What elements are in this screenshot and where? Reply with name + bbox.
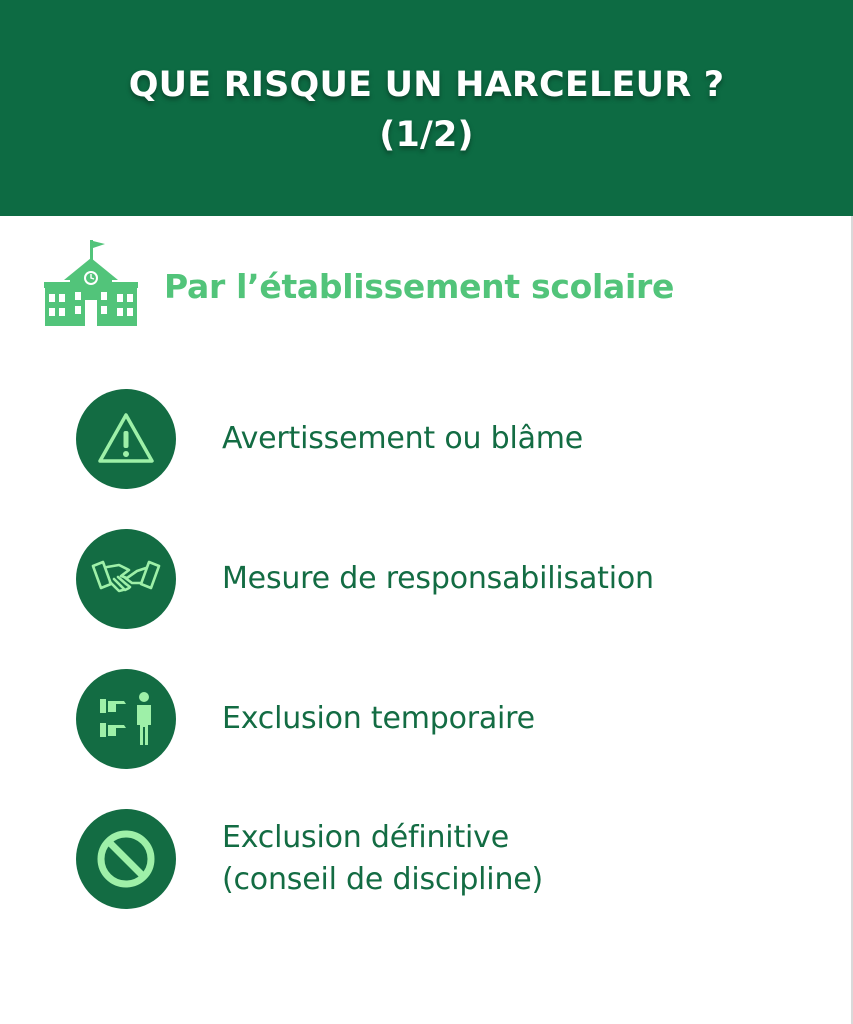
icon-circle	[76, 809, 176, 909]
list-item-text	[222, 558, 654, 600]
school-building-icon	[44, 238, 138, 328]
list-item-text	[222, 817, 543, 901]
list-item-label: Exclusion temporaire	[222, 701, 535, 736]
section-heading	[44, 238, 674, 328]
page-header	[0, 0, 853, 216]
icon-circle	[76, 389, 176, 489]
list-item-label: Avertissement ou blâme	[222, 421, 584, 456]
handshake-icon	[91, 554, 161, 604]
section-title: Par l’établissement scolaire	[164, 266, 675, 306]
list-item-temporary-exclusion	[76, 669, 776, 769]
list-item-warning	[76, 389, 776, 489]
page-title-line-1: QUE RISQUE UN HARCELEUR ?	[128, 65, 725, 105]
icon-circle	[76, 529, 176, 629]
list-item-text	[222, 418, 583, 460]
warning-triangle-icon	[94, 407, 158, 471]
pointing-hands-person-icon	[94, 689, 158, 749]
list-item-sublabel: (conseil de discipline)	[222, 862, 544, 897]
list-item-text	[222, 698, 535, 740]
list-item-permanent-exclusion	[76, 809, 776, 909]
list-item-responsibility	[76, 529, 776, 629]
icon-circle	[76, 669, 176, 769]
list-item-label: Exclusion définitive	[222, 820, 509, 855]
page-title-line-2: (1/2)	[379, 115, 474, 155]
prohibited-icon	[94, 827, 158, 891]
list-item-label: Mesure de responsabilisation	[222, 561, 654, 596]
